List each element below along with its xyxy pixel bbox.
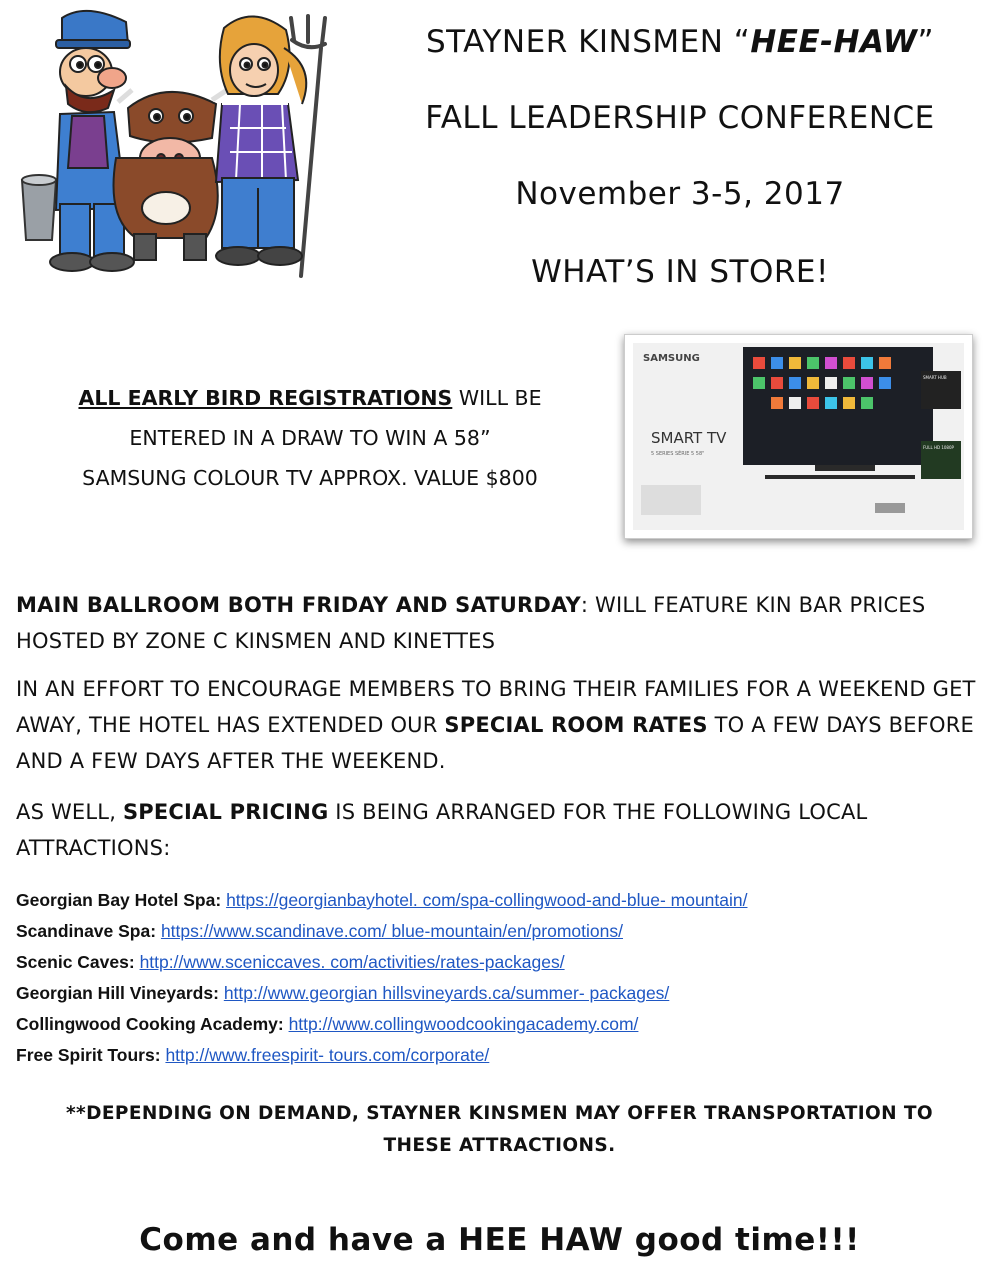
attraction-name: Scandinave Spa: xyxy=(16,921,157,941)
event-dates: November 3-5, 2017 xyxy=(515,176,845,212)
attraction-name: Scenic Caves: xyxy=(16,952,135,972)
list-item xyxy=(16,885,747,916)
ballroom-bold: MAIN BALLROOM BOTH FRIDAY AND SATURDAY xyxy=(16,593,581,617)
title-line-1 xyxy=(360,24,999,60)
bucket-icon xyxy=(22,175,56,240)
list-item xyxy=(16,1040,747,1071)
families-text-1: IN AN EFFORT TO ENCOURAGE MEMBERS TO BRING THEIR FAMILIES FOR A WEEKEND GET AWAY, THE HOTEL HAS EXTENDED OUR xyxy=(16,677,976,737)
tv-product-label: SMART TV xyxy=(651,429,727,447)
note-line-1: **DEPENDING ON DEMAND, STAYNER KINSMEN MAY OFFER TRANSPORTATION TO xyxy=(65,1103,934,1124)
farmgirl-figure xyxy=(216,16,306,265)
list-item xyxy=(16,916,747,947)
pricing-text-1: AS WELL, xyxy=(16,800,123,824)
tv-brand-label: SAMSUNG xyxy=(643,353,700,364)
attraction-link[interactable]: https://www.scandinave.com/ blue-mountain/en/promotions/ xyxy=(160,921,623,941)
ballroom-paragraph xyxy=(16,587,991,659)
early-bird-line-2: ENTERED IN A DRAW TO WIN A 58” xyxy=(129,426,491,450)
early-bird-line-3: SAMSUNG COLOUR TV APPROX. VALUE $800 xyxy=(82,466,538,490)
cow-figure xyxy=(114,88,231,260)
note-line-2: THESE ATTRACTIONS. xyxy=(383,1135,616,1156)
families-paragraph xyxy=(16,671,991,779)
title-prefix: STAYNER KINSMEN “ xyxy=(425,24,751,60)
attraction-link[interactable]: https://georgianbayhotel. com/spa-collingwood-and-blue- mountain/ xyxy=(226,890,748,910)
list-item xyxy=(16,1009,747,1040)
pricing-bold: SPECIAL PRICING xyxy=(122,800,329,824)
farm-cartoon-illustration xyxy=(16,8,356,280)
attraction-name: Georgian Bay Hotel Spa: xyxy=(16,890,222,910)
attraction-link[interactable]: http://www.freespirit- tours.com/corporate/ xyxy=(165,1045,490,1065)
families-bold: SPECIAL ROOM RATES xyxy=(444,713,708,737)
tv-series-label: 5 SERIES SÉRIE 5 58" xyxy=(651,451,705,457)
transportation-note xyxy=(0,1098,999,1162)
pricing-text-2: IS BEING ARRANGED FOR THE FOLLOWING LOCAL ATTRACTIONS: xyxy=(16,800,868,860)
attraction-link[interactable]: http://www.sceniccaves. com/activities/rates-packages/ xyxy=(139,952,565,972)
title-line-2: FALL LEADERSHIP CONFERENCE xyxy=(425,100,935,136)
early-bird-paragraph xyxy=(10,378,610,498)
title-emphasis: HEE-HAW xyxy=(750,24,918,60)
list-item xyxy=(16,978,747,1009)
title-suffix: ” xyxy=(917,24,935,60)
attraction-name: Georgian Hill Vineyards: xyxy=(16,983,219,1003)
pitchfork-icon xyxy=(291,16,325,276)
whats-in-store-heading: WHAT’S IN STORE! xyxy=(531,254,829,290)
list-item xyxy=(16,947,747,978)
attraction-name: Free Spirit Tours: xyxy=(16,1045,161,1065)
tv-badge-smart-hub: SMART HUB xyxy=(923,375,947,380)
ballroom-text: : WILL FEATURE KIN BAR PRICES HOSTED BY ZONE C KINSMEN AND KINETTES xyxy=(16,593,926,653)
attractions-list xyxy=(16,885,747,1071)
attraction-link[interactable]: http://www.collingwoodcookingacademy.com/ xyxy=(288,1014,639,1034)
attraction-name: Collingwood Cooking Academy: xyxy=(16,1014,284,1034)
pricing-paragraph xyxy=(16,794,991,866)
early-bird-heading: ALL EARLY BIRD REGISTRATIONS xyxy=(78,386,453,410)
early-bird-line-1 xyxy=(10,378,610,418)
closing-tagline: Come and have a HEE HAW good time!!! xyxy=(139,1222,860,1258)
tv-badge-full-hd: FULL HD 1080P xyxy=(923,445,954,450)
samsung-tv-image xyxy=(624,334,973,539)
families-text-2: TO A FEW DAYS BEFORE AND A FEW DAYS AFTER THE WEEKEND. xyxy=(16,713,974,773)
attraction-link[interactable]: http://www.georgian hillsvineyards.ca/summer- packages/ xyxy=(223,983,670,1003)
farmer-figure xyxy=(50,11,134,271)
early-bird-line-1-rest: WILL BE xyxy=(452,386,542,410)
